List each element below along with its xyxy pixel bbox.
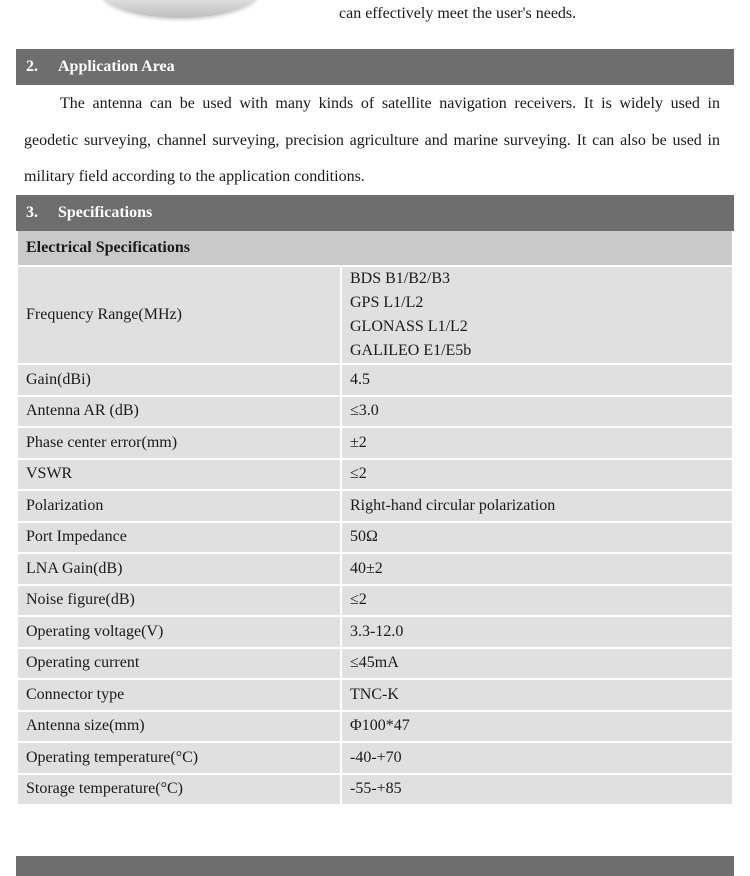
specifications-table (16, 231, 734, 806)
spec-label: Antenna size(mm) (17, 711, 341, 743)
spec-value: ±2 (341, 427, 733, 459)
table-row (17, 616, 733, 648)
table-row (17, 679, 733, 711)
spec-label: Phase center error(mm) (17, 427, 341, 459)
frequency-band: GALILEO E1/E5b (350, 342, 472, 359)
section-header-specifications (16, 195, 734, 231)
table-row (17, 742, 733, 774)
spec-label: Storage temperature(°C) (17, 774, 341, 806)
table-row (17, 490, 733, 522)
spec-value: ≤2 (341, 459, 733, 491)
antenna-product-image (100, 0, 260, 18)
table-row (17, 522, 733, 554)
section-number: 3. (26, 204, 38, 221)
frequency-band: GLONASS L1/L2 (350, 318, 468, 335)
table-row (17, 364, 733, 396)
section-title: Specifications (58, 204, 153, 221)
spec-label: Gain(dBi) (17, 364, 341, 396)
spec-value: 40±2 (341, 553, 733, 585)
frequency-band: GPS L1/L2 (350, 294, 424, 311)
table-heading-row (17, 231, 733, 266)
application-paragraph (24, 86, 720, 196)
spec-value: 3.3-12.0 (341, 616, 733, 648)
table-row (17, 266, 733, 364)
spec-value: ≤3.0 (341, 396, 733, 428)
section-title: Application Area (58, 58, 175, 75)
spec-label: LNA Gain(dB) (17, 553, 341, 585)
spec-value: 4.5 (341, 364, 733, 396)
table-row (17, 553, 733, 585)
table-row (17, 711, 733, 743)
table-row (17, 396, 733, 428)
spec-value: TNC-K (341, 679, 733, 711)
spec-label: Frequency Range(MHz) (17, 266, 341, 364)
spec-label: Operating temperature(°C) (17, 742, 341, 774)
table-row (17, 774, 733, 806)
spec-label: Port Impedance (17, 522, 341, 554)
table-row (17, 648, 733, 680)
intro-text-tail: can effectively meet the user's needs. (339, 5, 577, 22)
spec-label: Operating current (17, 648, 341, 680)
section-header-next (16, 856, 734, 876)
spec-label: Antenna AR (dB) (17, 396, 341, 428)
application-text: The antenna can be used with many kinds of satellite navigation receivers. It is widely used in geodetic surveying, channel surveying, precision agriculture and marine surveying. It can also be used in military field according to the application conditions. (24, 95, 720, 185)
spec-value: ≤45mA (341, 648, 733, 680)
spec-label: Noise figure(dB) (17, 585, 341, 617)
spec-value: 50Ω (341, 522, 733, 554)
spec-label: Polarization (17, 490, 341, 522)
table-row (17, 427, 733, 459)
spec-value: Φ100*47 (341, 711, 733, 743)
table-row (17, 585, 733, 617)
spec-value: Right-hand circular polarization (341, 490, 733, 522)
spec-value (341, 266, 733, 364)
electrical-specifications-heading: Electrical Specifications (17, 231, 733, 266)
table-row (17, 459, 733, 491)
spec-value: -40-+70 (341, 742, 733, 774)
section-header-application (16, 49, 734, 85)
frequency-band: BDS B1/B2/B3 (350, 270, 451, 287)
spec-label: Connector type (17, 679, 341, 711)
spec-value: -55-+85 (341, 774, 733, 806)
spec-value: ≤2 (341, 585, 733, 617)
spec-label: Operating voltage(V) (17, 616, 341, 648)
section-number: 2. (26, 58, 38, 75)
spec-label: VSWR (17, 459, 341, 491)
